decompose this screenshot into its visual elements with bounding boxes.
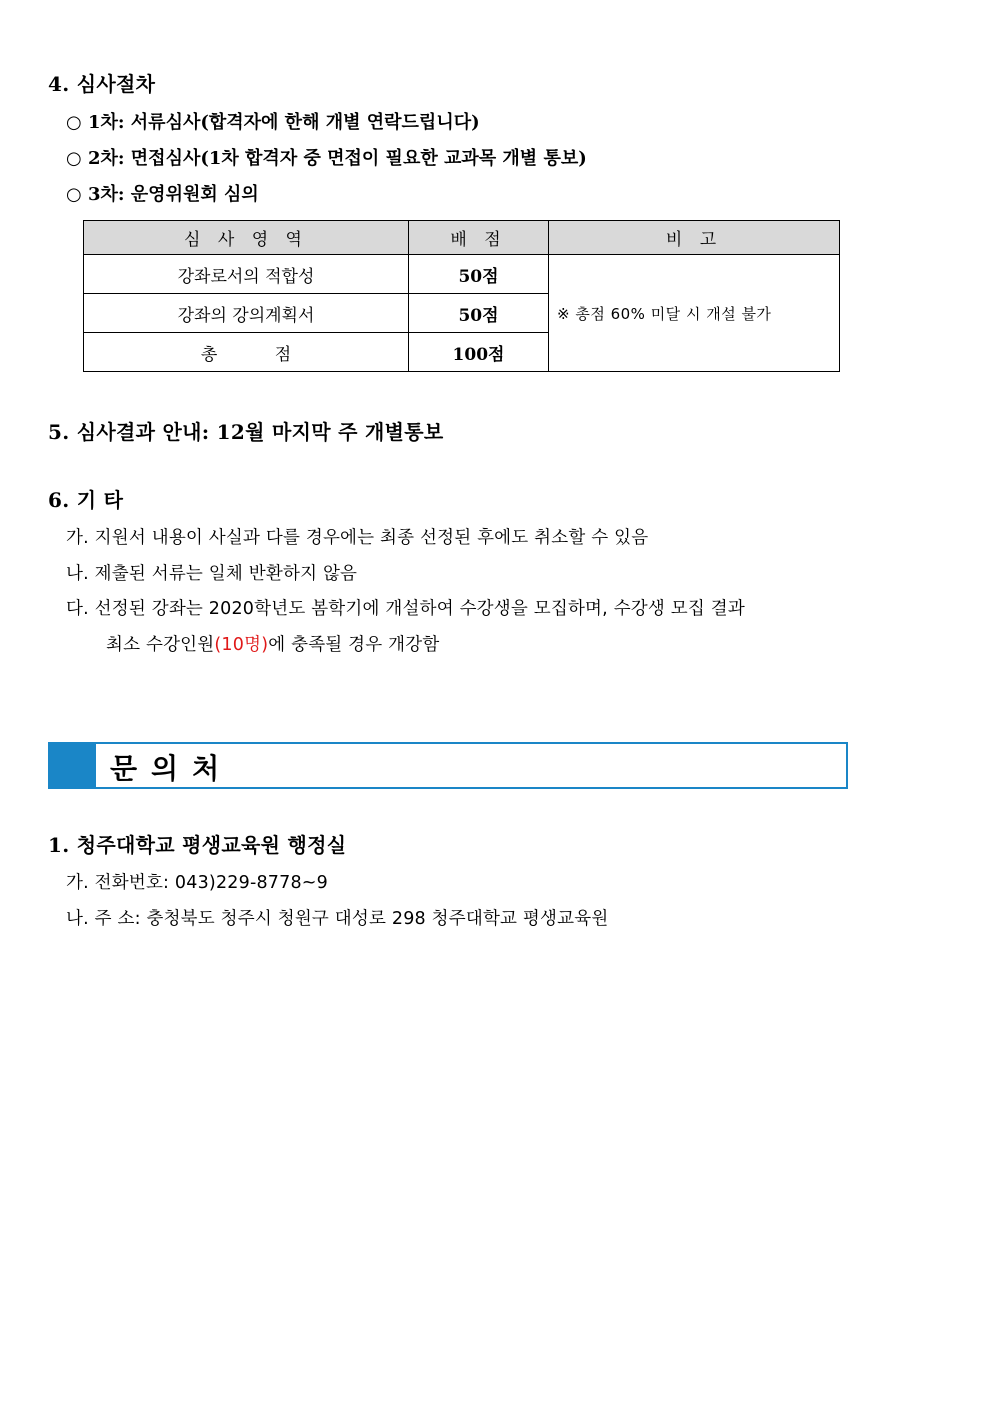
section4-heading: 4. 심사절차 (48, 72, 156, 96)
other-item-3-continuation (106, 631, 439, 656)
inquiry-bar-accent (50, 744, 96, 787)
inquiry-title: 문의처 (110, 752, 234, 785)
other-item-3: 다. 선정된 강좌는 2020학년도 봄학기에 개설하여 수강생을 모집하며, 수강생 모집 결과 (66, 599, 745, 619)
review-criteria-table (83, 220, 840, 372)
header-area: 심 사 영 역 (84, 221, 409, 255)
table-header-row (84, 221, 840, 255)
review-step-2: ○ 2차: 면접심사(1차 합격자 중 면접이 필요한 교과목 개별 통보) (66, 148, 587, 169)
review-step-3: ○ 3차: 운영위원회 심의 (66, 184, 259, 205)
remarks-note: ※ 총점 60% 미달 시 개설 불가 (549, 255, 840, 372)
row-points: 50점 (409, 294, 549, 333)
header-remarks: 비 고 (549, 221, 840, 255)
inquiry-office: 1. 청주대학교 평생교육원 행정실 (48, 833, 347, 857)
other-item-2: 나. 제출된 서류는 일체 반환하지 않음 (66, 564, 358, 584)
row-points: 100점 (409, 333, 549, 372)
table-row (84, 255, 840, 294)
header-points: 배 점 (409, 221, 549, 255)
other-item-1: 가. 지원서 내용이 사실과 다를 경우에는 최종 선정된 후에도 취소할 수 있음 (66, 528, 649, 548)
continuation-prefix: 최소 수강인원 (106, 635, 215, 655)
min-enrollment-highlight: (10명) (214, 635, 269, 655)
row-area: 총 점 (84, 333, 409, 372)
inquiry-section-bar (48, 742, 848, 789)
review-step-1: ○ 1차: 서류심사(합격자에 한해 개별 연락드립니다) (66, 112, 480, 133)
row-area: 강좌로서의 적합성 (84, 255, 409, 294)
inquiry-phone: 가. 전화번호: 043)229-8778~9 (66, 873, 328, 893)
continuation-suffix: 에 충족될 경우 개강함 (268, 635, 440, 655)
inquiry-address: 나. 주 소: 충청북도 청주시 청원구 대성로 298 청주대학교 평생교육원 (66, 909, 609, 929)
section6-heading: 6. 기 타 (48, 488, 124, 512)
section5-heading: 5. 심사결과 안내: 12월 마지막 주 개별통보 (48, 420, 444, 444)
row-area: 강좌의 강의계획서 (84, 294, 409, 333)
row-points: 50점 (409, 255, 549, 294)
